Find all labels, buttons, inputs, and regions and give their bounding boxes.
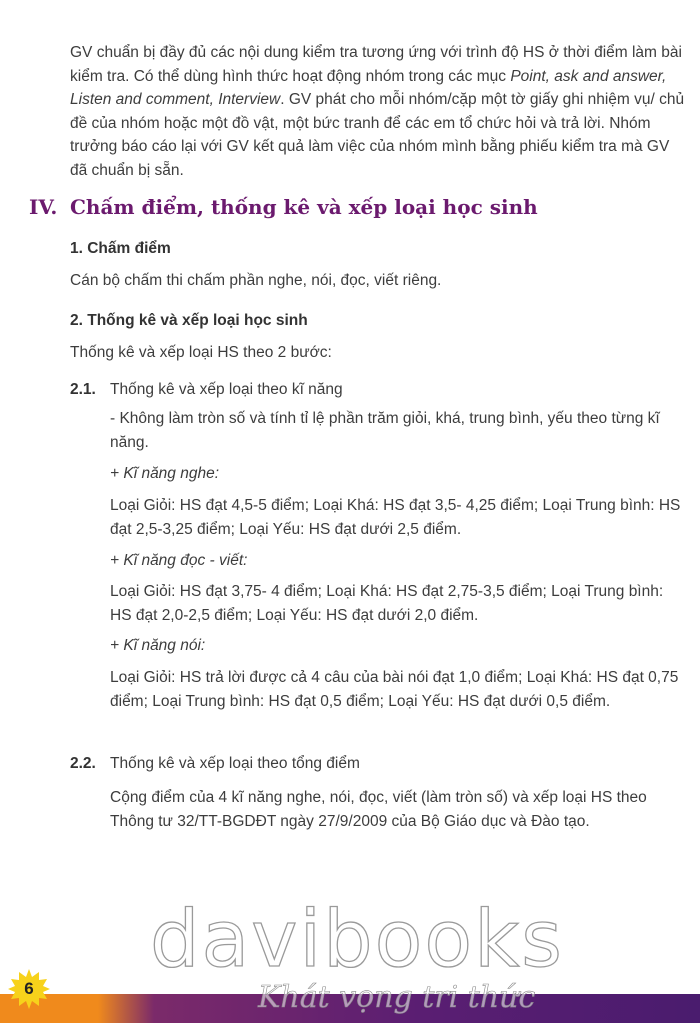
skill-reading-writing-text: Loại Giỏi: HS đạt 3,75- 4 điểm; Loại Khá: HS đạt 2,75-3,5 điểm; Loại Trung bình: HS đạt 2,0-2,5 điểm; Loại Yếu: HS đạt dưới 2,0 điểm.: [110, 583, 664, 624]
skill-speaking-label: + Kĩ năng nói:: [110, 637, 206, 654]
section-number: IV.: [29, 195, 58, 219]
page-number-badge: [8, 968, 50, 1010]
subheading-grading: 1. Chấm điểm: [70, 240, 171, 257]
intro-text-2: . GV phát cho mỗi nhóm/cặp một tờ giấy ghi nhiệm vụ/ chủ đề của nhóm hoặc một đồ vật, một bức tranh để các em tổ chức hỏi và trả lời. Nhóm trưởng báo cáo lại với GV kết quả làm việc của nhóm mình bằng phiếu kiểm tra mà GV đã chuẩn bị sẵn.: [70, 91, 685, 179]
watermark-logo: davibooks: [150, 895, 564, 985]
grading-text: Cán bộ chấm thi chấm phần nghe, nói, đọc, viết riêng.: [70, 272, 442, 289]
intro-text-1: GV chuẩn bị đầy đủ các nội dung kiểm tra tương ứng với trình độ HS ở thời điểm làm bài kiểm tra. Có thể dùng hình thức hoạt động nhóm trong các mục: [70, 44, 682, 85]
intro-activities-italic: Point, ask and answer, Listen and comment, Interview: [70, 67, 667, 108]
section-title: Chấm điểm, thống kê và xếp loại học sinh: [70, 195, 538, 219]
skill-listening-text: Loại Giỏi: HS đạt 4,5-5 điểm; Loại Khá: HS đạt 3,5- 4,25 điểm; Loại Trung bình: HS đạt 2,5-3,25 điểm; Loại Yếu: HS đạt dưới 2,5 điểm.: [110, 497, 681, 538]
intro-paragraph: [70, 41, 688, 182]
item-2-2-title: Thống kê và xếp loại theo tổng điểm: [110, 755, 360, 772]
item-2-1-number: 2.1.: [70, 381, 96, 398]
section-heading: [29, 195, 538, 219]
page-number: 6: [24, 979, 34, 998]
item-2-2-text: Cộng điểm của 4 kĩ năng nghe, nói, đọc, viết (làm tròn số) và xếp loại HS theo Thông tư 32/TT-BGDĐT ngày 27/9/2009 của Bộ Giáo dục và Đào tạo.: [110, 789, 647, 830]
item-2-1-title: Thống kê và xếp loại theo kĩ năng: [110, 381, 343, 398]
skill-speaking-text: Loại Giỏi: HS trả lời được cả 4 câu của bài nói đạt 1,0 điểm; Loại Khá: HS đạt 0,75 điểm; Loại Trung bình: HS đạt 0,5 điểm; Loại Yếu: HS đạt dưới 0,5 điểm.: [110, 669, 679, 710]
skill-listening-label: + Kĩ năng nghe:: [110, 465, 220, 482]
watermark-tagline: Khát vọng tri thức: [258, 980, 536, 1015]
item-2-1-note: - Không làm tròn số và tính tỉ lệ phần trăm giỏi, khá, trung bình, yếu theo từng kĩ năng.: [110, 410, 660, 451]
subheading-statistics: 2. Thống kê và xếp loại học sinh: [70, 312, 308, 329]
skill-reading-writing-label: + Kĩ năng đọc - viết:: [110, 552, 248, 569]
statistics-text: Thống kê và xếp loại HS theo 2 bước:: [70, 344, 332, 361]
item-2-2-number: 2.2.: [70, 755, 96, 772]
